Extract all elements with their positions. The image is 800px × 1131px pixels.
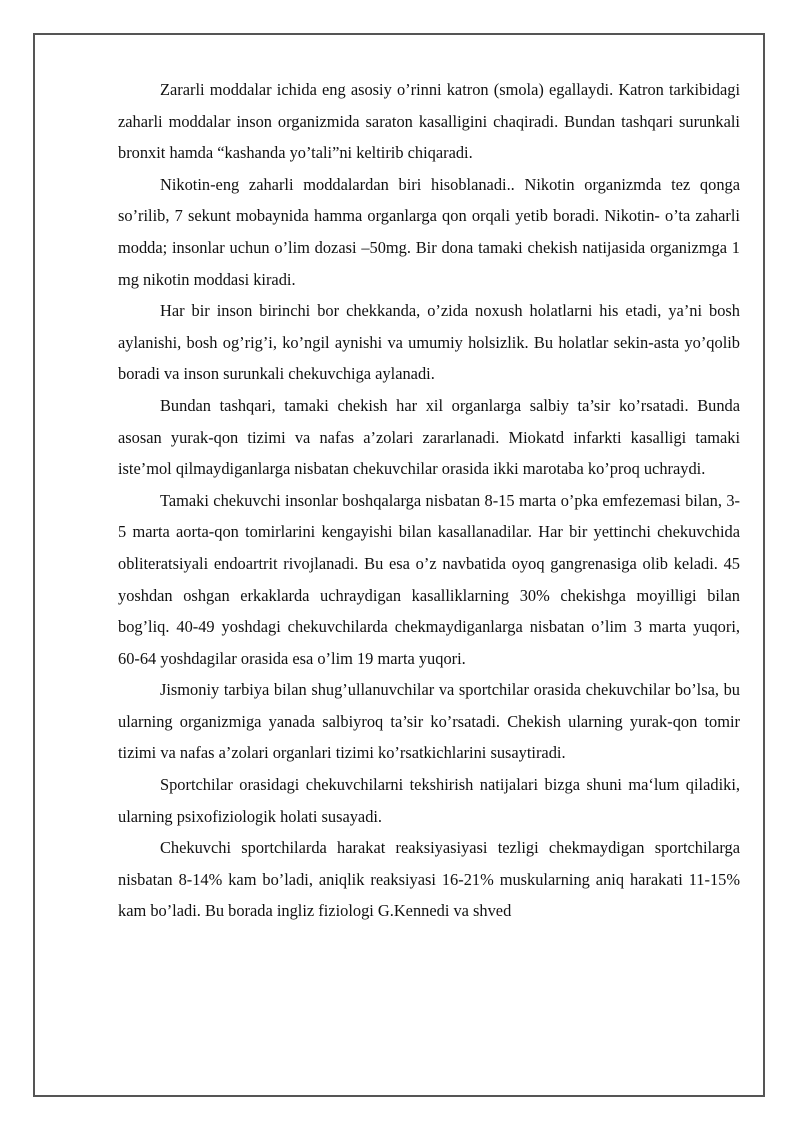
paragraph-katron: Zararli moddalar ichida eng asosiy o’rinni katron (smola) egallaydi. Katron tarkibidagi zaharli moddalar inson organizmida saraton kasalligini chaqiradi. Bundan tashqari surunkali bronxit hamda “kashanda yo’tali”ni keltirib chiqaradi.	[118, 80, 740, 163]
paragraph-nikotin: Nikotin-eng zaharli moddalardan biri hisoblanadi.. Nikotin organizmda tez qonga so’rilib, 7 sekunt mobaynida hamma organlarga qon orqali yetib boradi. Nikotin- o’ta zaharli modda; insonlar uchun o’lim dozasi –50mg. Bir dona tamaki chekish natijasida organizmga 1 mg nikotin moddasi kiradi.	[118, 174, 740, 289]
document-body	[118, 74, 740, 927]
paragraph-reaction-speed: Chekuvchi sportchilarda harakat reaksiyasiyasi tezligi chekmaydigan sportchilarga nisbatan 8-14% kam bo’ladi, aniqlik reaksiyasi 16-21% muskularning aniq harakati 11-15% kam bo’ladi. Bu borada ingliz fiziologi G.Kennedi va shved	[118, 838, 740, 921]
paragraph-organ-harm: Bundan tashqari, tamaki chekish har xil organlarga salbiy ta’sir ko’rsatadi. Bunda asosan yurak-qon tizimi va nafas a’zolari zararlanadi. Miokatd infarkti kasalligi tamaki iste’mol qilmaydiganlarga nisbatan chekuvchilar orasida ikki marotaba ko’proq uchraydi.	[118, 395, 740, 479]
paragraph-athletes-smoking: Jismoniy tarbiya bilan shug’ullanuvchilar va sportchilar orasida chekuvchilar bo’lsa, bu ularning organizmiga yanada salbiyroq ta’sir ko’rsatadi. Chekish ularning yurak-qon tomir tizimi va nafas a’zolari organlari tizimi ko’rsatkichlarini susaytiradi.	[118, 680, 740, 763]
paragraph-psychophysiology: Sportchilar orasidagi chekuvchilarni tekshirish natijalari bizga shuni ma‘lum qiladiki, ularning psixofiziologik holati susayadi.	[118, 775, 740, 826]
paragraph-disease-statistics: Tamaki chekuvchi insonlar boshqalarga nisbatan 8-15 marta o’pka emfezemasi bilan, 3-5 marta aorta-qon tomirlarini kengayishi bilan kasallanadilar. Har bir yettinchi chekuvchida obliteratsiyali endoartrit rivojlanadi. Bu esa o’z navbatida oyoq gangrenasiga olib keladi. 45 yoshdan oshgan erkaklarda uchraydigan kasalliklarning 30% chekishga moyilligi bilan bog’liq. 40-49 yoshdagi chekuvchilarda chekmaydiganlarga nisbatan o’lim 3 marta yuqori, 60-64 yoshdagilar orasida esa o’lim 19 marta yuqori.	[118, 490, 740, 668]
paragraph-first-smoke: Har bir inson birinchi bor chekkanda, o’zida noxush holatlarni his etadi, ya’ni bosh aylanishi, bosh og’rig’i, ko’ngil aynishi va umumiy holsizlik. Bu holatlar sekin-asta yo’qolib boradi va inson surunkali chekuvchiga aylanadi.	[118, 301, 740, 384]
